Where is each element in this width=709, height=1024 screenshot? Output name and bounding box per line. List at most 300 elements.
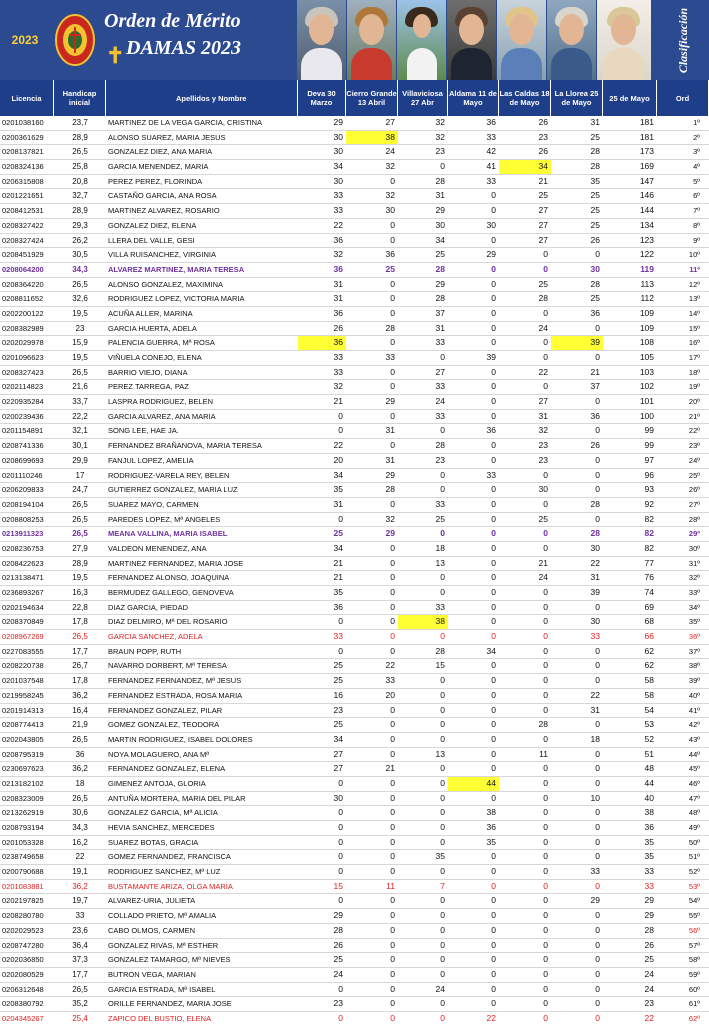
table-row [0,615,709,630]
position-cell: 50º [688,837,700,847]
player-name-cell: BARRIO VIEJO, DIANA [108,367,188,377]
score-las-caldas-cell: 0 [543,822,548,832]
position-cell: 40º [688,690,700,700]
score-la-llorea-cell: 0 [595,880,600,891]
score-la-llorea-cell: 0 [595,660,600,671]
score-villaviciosa-cell: 0 [440,631,445,642]
total-points-cell: 93 [644,484,654,495]
licencia-cell: 0204345267 [2,1013,44,1023]
handicap-cell: 26,5 [72,793,88,803]
position-cell: 54º [688,896,700,906]
score-villaviciosa-cell: 34 [435,234,445,245]
player-name-cell: DIAZ GARCIA, PIEDAD [108,602,189,612]
score-la-llorea-cell: 0 [595,968,600,979]
handicap-cell: 22,8 [72,602,88,612]
total-points-cell: 68 [644,616,654,627]
total-points-cell: 33 [644,866,654,877]
total-points-cell: 24 [644,983,654,994]
handicap-cell: 17,7 [72,969,88,979]
table-row [0,997,709,1012]
score-la-llorea-cell: 0 [595,924,600,935]
total-points-cell: 51 [644,748,654,759]
score-deva-cell: 34 [333,469,343,480]
score-la-llorea-cell: 10 [590,792,600,803]
handicap-cell: 34,3 [72,823,88,832]
score-aldama-cell: 39 [486,352,496,362]
player-name-cell: VALDEON MENENDEZ, ANA [108,543,207,553]
score-las-caldas-cell: 0 [543,675,548,686]
score-aldama-cell: 0 [491,763,496,774]
licencia-cell: 0208220738 [2,661,44,671]
score-cierro-grande-cell: 29 [385,528,395,539]
score-deva-cell: 36 [333,263,343,274]
position-cell: 46º [688,778,700,788]
total-points-cell: 82 [644,528,654,539]
handicap-cell: 28,9 [72,206,88,216]
score-aldama-cell: 33 [486,175,496,186]
licencia-cell: 0201154891 [2,426,44,436]
score-aldama-cell: 42 [486,146,496,157]
player-name-cell: FERNANDEZ FERNANDEZ, Mª JESUS [108,676,242,686]
score-villaviciosa-cell: 0 [440,352,445,362]
score-la-llorea-cell: 36 [590,410,600,421]
score-las-caldas-cell: 0 [543,807,548,818]
score-villaviciosa-cell: 0 [440,587,445,597]
score-aldama-cell: 0 [491,366,496,377]
player-name-cell: ALONSO GONZALEZ, MAXIMINA [108,279,224,289]
player-name-cell: GARCIA ESTRADA, Mª ISABEL [108,984,216,994]
score-aldama-cell: 0 [491,616,496,627]
handicap-cell: 26,5 [72,984,88,994]
score-la-llorea-cell: 0 [595,249,600,260]
position-cell: 32º [688,573,700,583]
score-villaviciosa-cell: 13 [435,748,445,759]
licencia-cell: 0208795319 [2,749,44,759]
table-row [0,131,709,146]
table-row [0,850,709,865]
table-row [0,792,709,807]
score-cierro-grande-cell: 36 [385,249,395,260]
table-row [0,821,709,836]
score-la-llorea-cell: 0 [595,454,600,465]
score-deva-cell: 0 [338,822,343,832]
score-deva-cell: 23 [333,998,343,1009]
handicap-cell: 26,5 [72,279,88,289]
position-cell: 44º [688,749,700,759]
total-points-cell: 35 [644,851,654,862]
player-name-cell: BUTRON VEGA, MARIAN [108,969,196,979]
score-cierro-grande-cell: 0 [390,924,395,935]
score-la-llorea-cell: 28 [590,161,600,172]
score-villaviciosa-cell: 29 [435,278,445,289]
handicap-cell: 22 [75,852,85,862]
licencia-cell: 0206312648 [2,984,44,994]
table-row [0,278,709,293]
score-las-caldas-cell: 0 [543,998,548,1009]
handicap-cell: 17,8 [72,676,88,686]
score-aldama-cell: 35 [486,836,496,847]
score-las-caldas-cell: 27 [538,205,548,216]
score-deva-cell: 25 [333,954,343,965]
handicap-cell: 29,9 [72,455,88,465]
licencia-cell: 0208327423 [2,367,44,377]
score-la-llorea-cell: 0 [595,998,600,1009]
score-deva-cell: 21 [333,572,343,583]
table-row [0,865,709,880]
player-name-cell: HEVIA SANCHEZ, MERCEDES [108,823,215,832]
licencia-cell: 0208380792 [2,999,44,1009]
score-cierro-grande-cell: 0 [390,851,395,862]
licencia-cell: 0200239436 [2,411,44,421]
score-villaviciosa-cell: 27 [435,366,445,377]
table-row [0,1012,709,1024]
licencia-cell: 0201083881 [2,881,44,891]
score-deva-cell: 0 [338,777,343,788]
licencia-cell: 0213138471 [2,573,44,583]
score-aldama-cell: 0 [491,880,496,891]
total-points-cell: 54 [644,704,654,715]
licencia-cell: 0208137821 [2,147,44,157]
score-la-llorea-cell: 18 [590,733,600,744]
score-villaviciosa-cell: 23 [435,146,445,157]
position-cell: 5º [693,176,700,186]
licencia-cell: 0208236753 [2,543,44,553]
total-points-cell: 102 [639,381,654,392]
score-la-llorea-cell: 39 [551,336,603,350]
score-villaviciosa-cell: 0 [440,572,445,583]
total-points-cell: 25 [644,954,654,965]
total-points-cell: 62 [644,660,654,671]
score-la-llorea-cell: 25 [590,205,600,216]
table-row [0,395,709,410]
position-cell: 18º [688,367,700,377]
player-name-cell: GOMEZ FERNANDEZ, FRANCISCA [108,852,231,862]
score-cierro-grande-cell: 0 [390,234,395,245]
page-title [104,8,296,72]
total-points-cell: 58 [644,675,654,686]
position-cell: 21º [688,411,700,421]
score-las-caldas-cell: 0 [543,733,548,744]
score-cierro-grande-cell: 0 [390,587,395,597]
player-name-cell: SUAREZ BOTAS, GRACIA [108,837,199,847]
player-name-cell: SONG LEE, HAE JA. [108,426,179,436]
player-name-cell: MARTIN RODRIGUEZ, ISABEL DOLORES [108,734,253,744]
table-row [0,292,709,307]
score-villaviciosa-cell: 35 [435,851,445,862]
photo-winner-aldama [447,0,496,80]
score-la-llorea-cell: 30 [590,616,600,627]
total-points-cell: 22 [644,1012,654,1023]
col-header-la-llorea: La Llorea 25 de Mayo [551,80,603,116]
score-villaviciosa-cell: 33 [435,601,445,612]
handicap-cell: 17,7 [72,646,88,656]
score-deva-cell: 0 [338,513,343,524]
score-cierro-grande-cell: 0 [390,733,395,744]
score-deva-cell: 34 [333,733,343,744]
position-cell: 27º [688,499,700,509]
score-cierro-grande-cell: 0 [390,1012,395,1023]
score-aldama-cell: 0 [491,631,496,642]
total-points-cell: 40 [644,792,654,803]
score-aldama-cell: 0 [491,924,496,935]
score-deva-cell: 33 [333,190,343,201]
score-villaviciosa-cell: 33 [435,381,445,392]
score-aldama-cell: 0 [491,689,496,700]
col-header-las-caldas: Las Caldas 18 de Mayo [499,80,551,116]
score-cierro-grande-cell: 0 [390,910,395,921]
player-name-cell: GARCIA ALVAREZ, ANA MARIA [108,411,216,421]
total-points-cell: 74 [644,587,654,597]
score-deva-cell: 0 [338,616,343,627]
col-header-handicap: Handicap inicial [54,80,106,116]
score-cierro-grande-cell: 0 [390,822,395,832]
total-points-cell: 181 [639,117,654,127]
score-cierro-grande-cell: 0 [390,645,395,656]
score-villaviciosa-cell: 0 [440,822,445,832]
licencia-cell: 0213182102 [2,778,44,788]
score-las-caldas-cell: 0 [543,1012,548,1023]
score-aldama-cell: 0 [491,910,496,921]
table-row [0,160,709,175]
player-name-cell: PEREZ PEREZ, FLORINDA [108,176,203,186]
position-cell: 29º [688,529,700,539]
position-cell: 20º [688,397,700,407]
score-deva-cell: 36 [298,336,346,350]
score-cierro-grande-cell: 29 [385,469,395,480]
player-name-cell: COLLADO PRIETO, Mª AMALIA [108,911,217,921]
score-cierro-grande-cell: 0 [390,836,395,847]
score-las-caldas-cell: 0 [543,910,548,921]
table-row [0,939,709,954]
table-row [0,704,709,719]
clasificacion-label: Clasificación [676,7,691,73]
licencia-cell: 0208412531 [2,206,44,216]
score-deva-cell: 27 [333,748,343,759]
table-row [0,322,709,337]
position-cell: 42º [688,720,700,730]
position-cell: 51º [688,852,700,862]
score-villaviciosa-cell: 28 [435,175,445,186]
total-points-cell: 173 [639,146,654,157]
score-la-llorea-cell: 0 [595,777,600,788]
total-points-cell: 103 [639,366,654,377]
total-points-cell: 122 [639,249,654,260]
score-la-llorea-cell: 0 [595,425,600,436]
score-las-caldas-cell: 27 [538,396,548,407]
score-villaviciosa-cell: 0 [440,1012,445,1023]
player-name-cell: RODRIGUEZ LOPEZ, VICTORIA MARIA [108,294,245,304]
score-cierro-grande-cell: 0 [390,983,395,994]
score-cierro-grande-cell: 0 [390,939,395,950]
score-aldama-cell: 0 [491,748,496,759]
handicap-cell: 35,2 [72,999,88,1009]
score-aldama-cell: 0 [491,410,496,421]
table-row [0,836,709,851]
score-cierro-grande-cell: 0 [390,440,395,451]
licencia-cell: 0208451929 [2,250,44,260]
handicap-cell: 19,5 [72,353,88,362]
licencia-cell: 0208382989 [2,323,44,333]
score-deva-cell: 27 [333,763,343,774]
licencia-cell: 0202114823 [2,382,44,392]
score-deva-cell: 30 [333,131,343,142]
licencia-cell: 0201221651 [2,191,44,201]
score-la-llorea-cell: 0 [595,469,600,480]
score-las-caldas-cell: 25 [538,513,548,524]
score-villaviciosa-cell: 31 [435,322,445,333]
score-villaviciosa-cell: 0 [440,939,445,950]
licencia-cell: 0208422623 [2,558,44,568]
score-villaviciosa-cell: 32 [435,117,445,127]
position-cell: 43º [688,734,700,744]
score-deva-cell: 31 [333,293,343,304]
table-row [0,777,709,792]
score-la-llorea-cell: 0 [595,396,600,407]
handicap-cell: 24,7 [72,485,88,495]
total-points-cell: 58 [644,689,654,700]
total-points-cell: 69 [644,601,654,612]
score-las-caldas-cell: 0 [543,263,548,274]
score-cierro-grande-cell: 31 [385,425,395,436]
score-las-caldas-cell: 0 [543,924,548,935]
score-la-llorea-cell: 0 [595,484,600,495]
total-points-cell: 113 [640,278,654,289]
player-name-cell: VIÑUELA CONEJO, ELENA [108,353,202,362]
total-points-cell: 99 [644,440,654,451]
score-las-caldas-cell: 25 [538,278,548,289]
handicap-cell: 29,3 [72,220,88,230]
total-points-cell: 23 [644,998,654,1009]
table-row [0,748,709,763]
player-name-cell: GONZALEZ RIVAS, Mª ESTHER [108,940,219,950]
table-row [0,586,709,601]
score-cierro-grande-cell: 0 [390,410,395,421]
table-row [0,571,709,586]
score-las-caldas-cell: 24 [538,572,548,583]
score-cierro-grande-cell: 33 [385,352,395,362]
position-cell: 52º [688,867,700,877]
player-name-cell: MARTINEZ FERNANDEZ, MARIA JOSE [108,558,244,568]
score-la-llorea-cell: 21 [590,366,600,377]
licencia-cell: 0208808253 [2,514,44,524]
table-row [0,924,709,939]
score-la-llorea-cell: 0 [595,1012,600,1023]
score-cierro-grande-cell: 32 [385,190,395,201]
score-las-caldas-cell: 0 [543,542,548,553]
score-la-llorea-cell: 30 [590,542,600,553]
licencia-cell: 0208280780 [2,911,44,921]
player-name-cell: GONZALEZ GARCIA, Mª ALICIA [108,808,218,818]
position-cell: 57º [688,940,700,950]
licencia-cell: 0201096623 [2,353,44,362]
score-deva-cell: 36 [333,234,343,245]
position-cell: 38º [688,661,700,671]
licencia-cell: 0208741336 [2,441,44,451]
score-la-llorea-cell: 35 [590,175,600,186]
table-row [0,483,709,498]
score-la-llorea-cell: 28 [590,528,600,539]
player-name-cell: GARCIA SANCHEZ, ADELA [108,632,203,642]
score-las-caldas-cell: 0 [543,352,548,362]
score-las-caldas-cell: 0 [543,895,548,906]
handicap-cell: 18 [75,778,85,788]
score-la-llorea-cell: 29 [590,895,600,906]
handicap-cell: 25,4 [72,1013,88,1023]
player-name-cell: ALVAREZ MARTINEZ, MARIA TERESA [108,264,245,274]
player-name-cell: MARTINEZ DE LA VEGA GARCIA, CRISTINA [108,118,263,127]
position-cell: 33º [688,588,700,597]
score-las-caldas-cell: 23 [538,440,548,451]
score-las-caldas-cell: 0 [543,587,548,597]
score-cierro-grande-cell: 0 [390,307,395,318]
score-la-llorea-cell: 25 [590,190,600,201]
col-header-deva: Deva 30 Marzo [298,80,346,116]
licencia-cell: 0202197825 [2,896,44,906]
score-deva-cell: 31 [333,278,343,289]
player-name-cell: BERMUDEZ GALLEGO, GENOVEVA [108,588,234,597]
player-name-cell: GOMEZ GONZALEZ, TEODORA [108,720,220,730]
total-points-cell: 109 [639,322,654,333]
total-points-cell: 134 [639,219,654,230]
table-row [0,733,709,748]
position-cell: 8º [693,220,700,230]
score-villaviciosa-cell: 0 [440,777,445,788]
score-deva-cell: 23 [333,704,343,715]
score-aldama-cell: 0 [491,307,496,318]
licencia-cell: 0208194104 [2,499,44,509]
table-row [0,674,709,689]
total-points-cell: 82 [644,513,654,524]
player-name-cell: ACUÑA ALLER, MARINA [108,308,193,318]
score-villaviciosa-cell: 31 [435,190,445,201]
position-cell: 58º [688,955,700,965]
player-name-cell: FERNANDEZ BRAÑANOVA, MARIA TERESA [108,441,262,451]
score-deva-cell: 24 [333,968,343,979]
handicap-cell: 21,6 [72,382,88,392]
handicap-cell: 19,5 [72,308,88,318]
score-deva-cell: 33 [333,631,343,642]
score-aldama-cell: 0 [491,733,496,744]
title-line-1: Orden de Mérito [104,10,241,32]
position-cell: 15º [688,323,700,333]
table-row [0,498,709,513]
licencia-cell: 0202200122 [2,308,44,318]
score-aldama-cell: 0 [491,396,496,407]
position-cell: 60º [688,984,700,994]
score-aldama-cell: 0 [491,337,496,348]
score-cierro-grande-cell: 25 [385,263,395,274]
photo-winner-villaviciosa [397,0,446,80]
score-villaviciosa-cell: 25 [435,249,445,260]
score-aldama-cell: 0 [491,205,496,216]
score-las-caldas-cell: 0 [543,866,548,877]
score-las-caldas-cell: 0 [543,851,548,862]
score-cierro-grande-cell: 0 [390,616,395,627]
score-las-caldas-cell: 0 [543,660,548,671]
total-points-cell: 29 [644,895,654,906]
score-las-caldas-cell: 0 [543,792,548,803]
score-villaviciosa-cell: 0 [440,968,445,979]
total-points-cell: 24 [644,968,654,979]
score-aldama-cell: 0 [491,939,496,950]
score-cierro-grande-cell: 0 [390,381,395,392]
score-la-llorea-cell: 0 [595,719,600,730]
score-deva-cell: 33 [333,366,343,377]
table-row [0,410,709,425]
table-row [0,248,709,263]
club-logo-icon [54,13,96,67]
score-deva-cell: 0 [338,645,343,656]
